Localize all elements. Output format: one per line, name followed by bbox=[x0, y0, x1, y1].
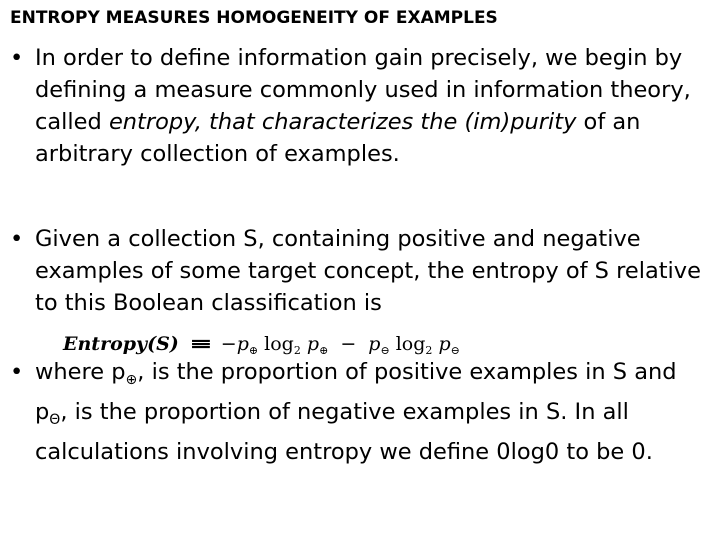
formula-log-base: 2 bbox=[425, 344, 433, 357]
bullet-text: Given a collection S, containing positive and negative examples of some target concept, the entropy of S relative to this Boolean classification is bbox=[35, 226, 701, 316]
formula-log: log bbox=[264, 333, 294, 355]
text-run: , is the proportion of positive examples in S and p bbox=[35, 359, 677, 425]
formula-log-base: 2 bbox=[293, 344, 301, 357]
bullet-item-definition bbox=[10, 42, 716, 170]
formula-minus-subscript: ⊖ bbox=[380, 344, 390, 357]
text-run: , is the proportion of negative examples in S. In all calculations involving entropy we define 0log0 to be 0. bbox=[35, 399, 653, 465]
slide-title: ENTROPY MEASURES HOMOGENEITY OF EXAMPLES bbox=[10, 8, 498, 28]
formula-p-symbol: p bbox=[438, 333, 451, 355]
formula-p-symbol: p bbox=[368, 333, 381, 355]
formula-minus: − bbox=[340, 333, 357, 355]
formula-minus: − bbox=[220, 333, 237, 355]
bullet-marker: • bbox=[10, 226, 24, 252]
formula-log: log bbox=[395, 333, 426, 355]
formula-equiv-sign: ≡ bbox=[188, 333, 213, 355]
bullet-text bbox=[35, 356, 716, 468]
bullet-text bbox=[35, 42, 716, 170]
formula-p-symbol: p bbox=[306, 333, 320, 355]
bullet-item-collection bbox=[10, 223, 716, 319]
positive-subscript: ⊕ bbox=[125, 372, 138, 388]
formula-p-symbol: p bbox=[236, 333, 249, 355]
bullet-marker: • bbox=[10, 45, 24, 71]
text-run: of an arbitrary collection of examples. bbox=[35, 109, 641, 167]
emphasis-text: entropy, that characterizes the (im)purity bbox=[108, 109, 577, 135]
text-run: In order to define information gain precisely, we begin by defining a measure commonly used in information theory, called bbox=[35, 45, 691, 135]
text-run: where p bbox=[35, 359, 126, 385]
bullet-marker: • bbox=[10, 359, 24, 385]
negative-subscript: Θ bbox=[49, 412, 61, 428]
formula-plus-subscript: ⊕ bbox=[319, 344, 329, 357]
formula-plus-subscript: ⊕ bbox=[248, 344, 259, 357]
bullet-item-proportions bbox=[10, 356, 716, 468]
formula-minus-subscript: ⊖ bbox=[450, 344, 460, 357]
formula-lhs: Entropy(S) bbox=[63, 333, 179, 355]
